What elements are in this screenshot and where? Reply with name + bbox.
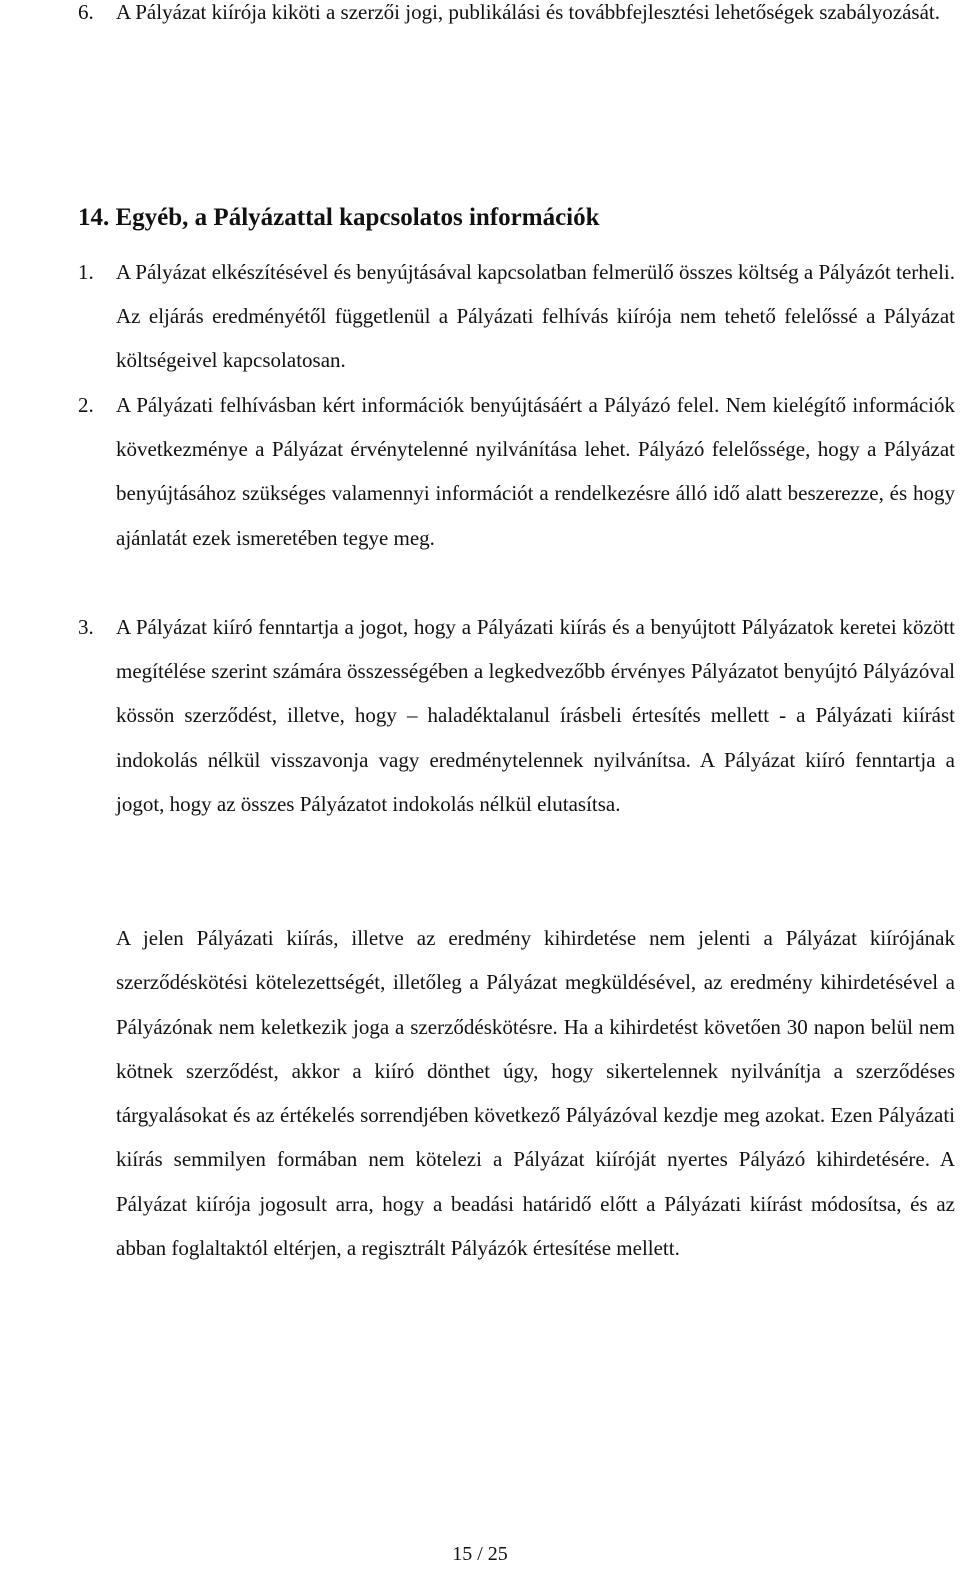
item-3-number: 3. — [78, 615, 94, 639]
item-6-number: 6. — [78, 0, 94, 24]
item-2-text: A Pályázati felhívásban kért információk benyújtásáért a Pályázó felel. Nem kielégítő információk következménye a Pályázat érvénytelenné nyilvánítása lehet. Pályázó felelőssége, hogy a Pályázat benyújtásához szükséges valamennyi információt a rendelkezésre álló idő alatt beszerezze, és hogy ajánlatát ezek ismeretében tegye meg. — [116, 393, 955, 550]
item-1-text: A Pályázat elkészítésével és benyújtásával kapcsolatban felmerülő összes költség a Pályázót terheli. Az eljárás eredményétől függetlenül a Pályázati felhívás kiírója nem tehető felelőssé a Pályázat költségeivel kapcsolatosan. — [116, 260, 955, 373]
item-6-text: A Pályázat kiírója kiköti a szerzői jogi, publikálási és továbbfejlesztési lehetőségek szabályozását. — [116, 0, 940, 24]
section-heading: 14. Egyéb, a Pályázattal kapcsolatos információk — [78, 204, 600, 231]
item-2-number: 2. — [78, 393, 94, 417]
item-1-number: 1. — [78, 260, 94, 284]
page-number: 15 / 25 — [452, 1543, 508, 1565]
item-3-text: A Pályázat kiíró fenntartja a jogot, hogy a Pályázati kiírás és a benyújtott Pályázatok keretei között megítélése szerint számára összességében a legkedvezőbb érvényes Pályázatot benyújtó Pályázóval kössön szerződést, illetve, hogy – haladéktalanul írásbeli értesítés mellett - a Pályázati kiírást indokolás nélkül visszavonja vagy eredménytelennek nyilvánítsa. A Pályázat kiíró fenntartja a jogot, hogy az összes Pályázatot indokolás nélkül elutasítsa. — [116, 615, 955, 816]
closing-paragraph: A jelen Pályázati kiírás, illetve az eredmény kihirdetése nem jelenti a Pályázat kiírójának szerződéskötési kötelezettségét, illetőleg a Pályázat megküldésével, az eredmény kihirdetésével a Pályázónak nem keletkezik joga a szerződéskötésre. Ha a kihirdetést követően 30 napon belül nem kötnek szerződést, akkor a kiíró dönthet úgy, hogy sikertelennek nyilvánítja a szerződéses tárgyalásokat és az értékelés sorrendjében következő Pályázóval kezdje meg azokat. Ezen Pályázati kiírás semmilyen formában nem kötelezi a Pályázat kiíróját nyertes Pályázó kihirdetésére. A Pályázat kiírója jogosult arra, hogy a beadási határidő előtt a Pályázati kiírást módosítsa, és az abban foglaltaktól eltérjen, a regisztrált Pályázók értesítése mellett. — [116, 926, 955, 1261]
